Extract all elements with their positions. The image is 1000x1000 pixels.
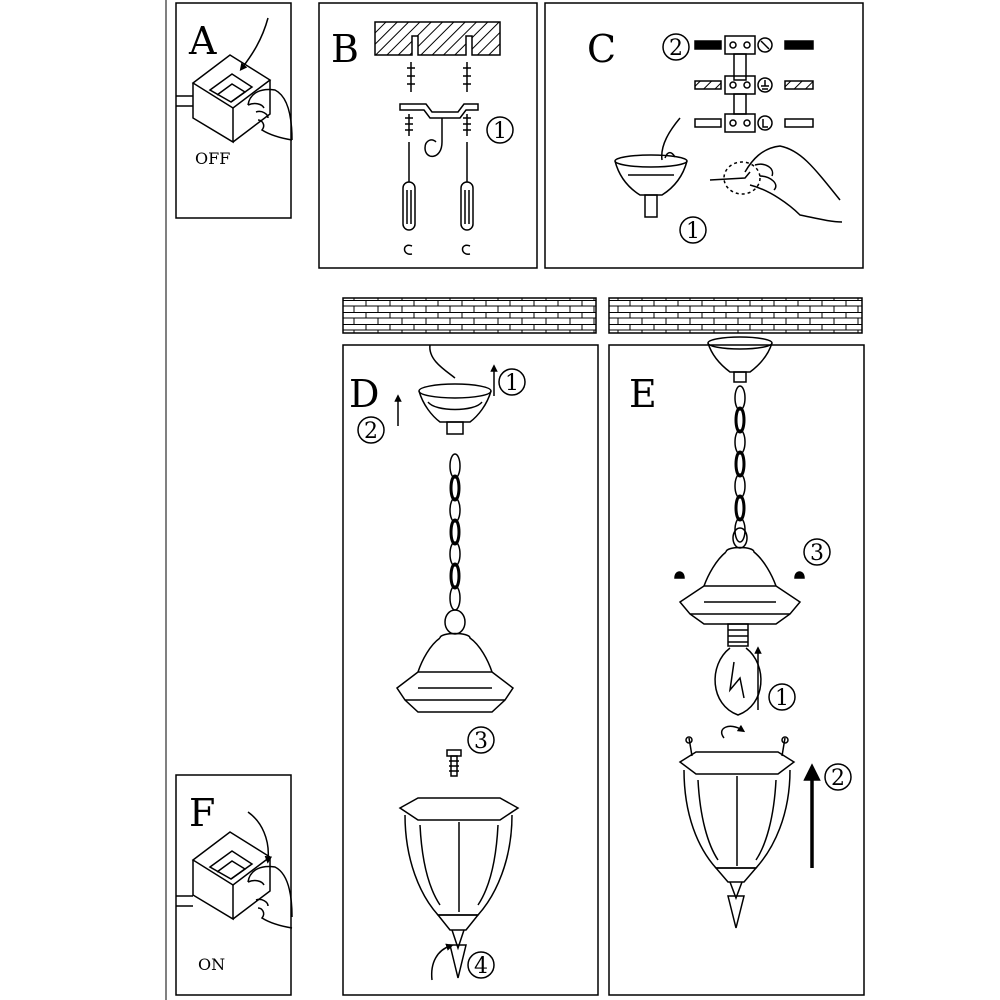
step-number: 2: [669, 36, 683, 61]
rotate-arrow-icon: [432, 946, 450, 980]
nut-icon: [675, 572, 684, 578]
lantern-icon: [680, 737, 794, 928]
hand-icon: [710, 146, 842, 222]
panel-c: [545, 3, 863, 268]
rotate-arrow-icon: [248, 812, 268, 860]
ceiling-section: [375, 22, 500, 55]
panel-f-caption: ON: [198, 955, 226, 974]
panel-a-caption: OFF: [195, 149, 231, 168]
chain-icon: [450, 454, 460, 610]
step-number: 1: [775, 686, 789, 711]
light-bulb-icon: [715, 624, 761, 715]
step-number: 1: [505, 371, 519, 396]
panel-b-letter: B: [331, 27, 359, 71]
step-number: 2: [364, 419, 378, 444]
panel-e-letter: E: [629, 372, 657, 416]
rotate-arrow-icon: [722, 726, 742, 738]
screw-icon: [447, 750, 461, 776]
step-number: 4: [474, 954, 488, 979]
ceiling-canopy-icon: [419, 345, 491, 434]
panel-a-letter: A: [189, 19, 217, 63]
rotate-arrow-icon: [242, 18, 268, 68]
step-number: 3: [474, 729, 488, 754]
light-switch-icon: [176, 832, 270, 919]
live-symbol-icon: [758, 116, 772, 130]
panel-d: [343, 298, 598, 995]
ceiling-canopy-icon: [708, 337, 772, 382]
panel-c-letter: C: [587, 27, 617, 71]
step-number: 1: [493, 119, 507, 144]
step-number: 2: [831, 766, 845, 791]
ground-symbol-icon: [758, 78, 772, 92]
ceiling-canopy-icon: [615, 118, 687, 217]
panel-f-letter: F: [189, 791, 216, 835]
lantern-icon: [397, 610, 513, 712]
step-number: 3: [810, 541, 824, 566]
light-switch-icon: [176, 55, 270, 142]
panel-f: [176, 775, 292, 995]
nut-icon: [795, 572, 804, 578]
panel-e: [609, 298, 864, 995]
rotate-arrow-icon: [463, 245, 471, 254]
screwdriver-icon: [403, 142, 473, 230]
panel-d-letter: D: [349, 372, 380, 416]
wall-plug-icon: [407, 62, 471, 92]
panel-a: [176, 3, 292, 218]
neutral-symbol-icon: [758, 38, 772, 52]
rotate-arrow-icon: [405, 245, 413, 254]
step-number: 1: [686, 219, 700, 244]
panel-b: [319, 3, 537, 268]
brick-ceiling: [609, 298, 862, 333]
brick-ceiling: [343, 298, 596, 333]
terminal-block-icon: [695, 36, 813, 132]
lantern-icon: [400, 798, 518, 978]
chain-icon: [735, 386, 745, 542]
